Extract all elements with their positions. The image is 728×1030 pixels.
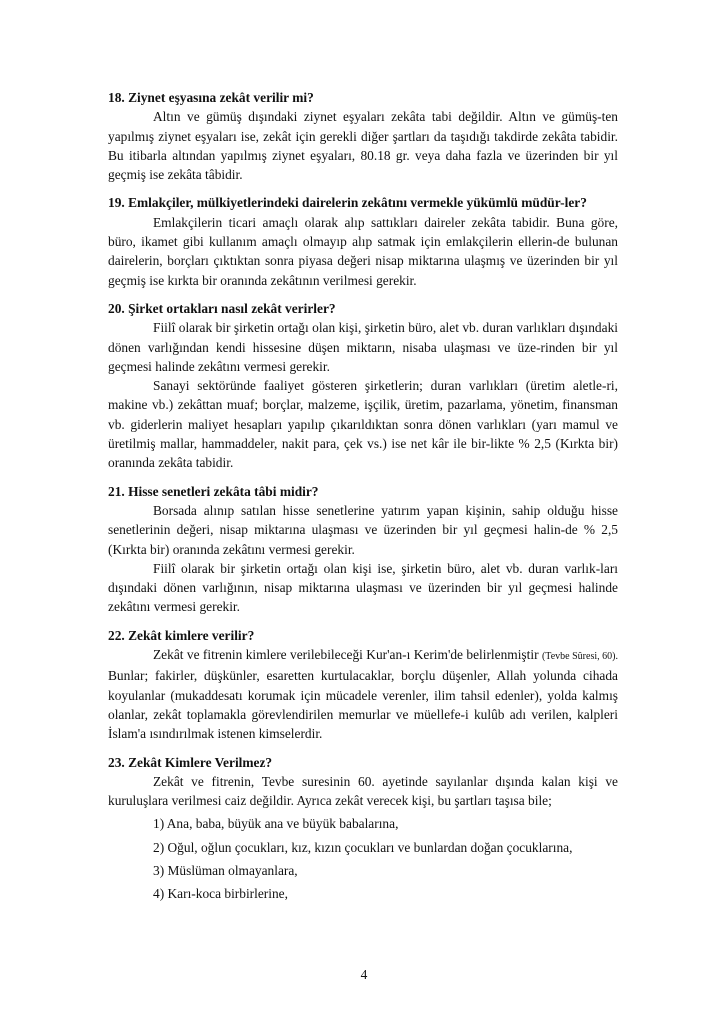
section-20	[108, 299, 618, 473]
question-heading: 18. Ziynet eşyasına zekât verilir mi?	[108, 90, 314, 105]
paragraph	[108, 645, 618, 743]
paragraph: Altın ve gümüş dışındaki ziynet eşyaları zekâta tabi değildir. Altın ve gümüş-ten yapılmış ziynet eşyaları ise, zekât için gerekli diğer şartları da taşıdığı takdirde zekâta tabidir. Bu itibarla altından yapılmış ziynet eşyaları, 80.18 gr. veya daha fazla ve üzerinden bir yıl geçmiş ise zekâta tâbidir.	[108, 109, 618, 183]
question-heading: 21. Hisse senetleri zekâta tâbi midir?	[108, 483, 319, 499]
paragraph: Fiilî olarak bir şirketin ortağı olan kişi, şirketin büro, alet vb. duran varlıkları dışındaki dönen varlığından kendi hissesine düşen miktarın, nisaba ulaşması ve üze-rinden bir yıl geçmesi halinde zekâtını vermesi gerekir.	[108, 320, 618, 374]
paragraph: Borsada alınıp satılan hisse senetlerine yatırım yapan kişinin, sahip olduğu hisse senetlerinin değeri, nisap miktarına ulaşması ve üzerinden bir yıl geçmesi halin-de % 2,5 (Kırkta bir) oranında zekâtını vermesi gerekir.	[108, 502, 618, 557]
list-item: 1) Ana, baba, büyük ana ve büyük babalarına,	[153, 816, 399, 832]
list-item: 4) Karı-koca birbirlerine,	[153, 886, 288, 902]
section-22	[108, 626, 618, 744]
paragraph: Sanayi sektöründe faaliyet gösteren şirketlerin; duran varlıkları (üretim aletle-ri, makine vb.) zekâttan muaf; borçlar, malzeme, işçilik, üretim, pazarlama, yönetim, finansman vb. giderlerin maliyet hesapları yapılıp çıkarıldıktan sonra dönen varlıkları (yarı mamul ve üretilmiş mallar, hammaddeler, nakit para, çek vs.) ise net kâr ile bir-likte % 2,5 (Kırkta bir) oranında zekâta tabidir.	[108, 378, 618, 471]
document-page	[108, 88, 618, 913]
paragraph-text: Zekât ve fitrenin kimlere verilebileceği Kur'an-ı Kerim'de belirlenmiştir	[153, 647, 542, 663]
paragraph-text: Bunlar; fakirler, düşkünler, esaretten kurtulacaklar, borçlu düşenler, Allah yolunda cihada koyulanlar (mukaddesatı korumak için mücadele verenler, ilim tahsil edenler), yolda kalmış olanlar, zekât toplamakla görevlendirilen memurlar ve müellefe-i kulûb adı verilen, kalpleri İslam'a ısındırılmak istenen kimselerdir.	[108, 668, 618, 742]
citation: (Tevbe Sûresi, 60).	[541, 651, 619, 663]
paragraph: Fiilî olarak bir şirketin ortağı olan kişi ise, şirketin büro, alet vb. duran varlık-ları dışındaki dönen varlığının, nisap miktarına ulaşması ve üzerinden bir yıl geçmesi halinde zekâtını vermesi gerekir.	[108, 560, 618, 615]
list-item: 3) Müslüman olmayanlara,	[153, 862, 298, 878]
page-number: 4	[360, 967, 368, 982]
section-18	[108, 88, 618, 184]
section-23	[108, 753, 618, 904]
list-item: 2) Oğul, oğlun çocukları, kız, kızın çocukları ve bunlardan doğan çocuklarına,	[153, 839, 573, 855]
exclusion-list	[108, 814, 618, 903]
section-19	[108, 193, 618, 289]
question-heading: 20. Şirket ortakları nasıl zekât verirler?	[108, 300, 336, 316]
question-heading: 23. Zekât Kimlere Verilmez?	[108, 754, 273, 770]
question-heading: 19. Emlakçiler, mülkiyetlerindeki dairelerin zekâtını vermekle yükümlü müdür-ler?	[108, 195, 587, 211]
paragraph: Emlakçilerin ticari amaçlı olarak alıp sattıkları daireler zekâta tabidir. Buna göre, büro, ikamet gibi kullanım amaçlı olmayıp alıp satmak için emlakçilerin ellerin-de bulunan dairelerin, borçları çıktıktan sonra piyasa değeri nisap miktarına ulaşmış ve üzerinden bir yıl geçmiş ise kırkta bir oranında zekâtının verilmesi gerekir.	[108, 214, 618, 288]
question-heading: 22. Zekât kimlere verilir?	[108, 627, 255, 643]
section-21	[108, 482, 618, 617]
paragraph: Zekât ve fitrenin, Tevbe suresinin 60. ayetinde sayılanlar dışında kalan kişi ve kuruluşlara verilmesi caiz değildir. Ayrıca zekât verecek kişi, bu şartları taşısa bile;	[108, 773, 618, 809]
